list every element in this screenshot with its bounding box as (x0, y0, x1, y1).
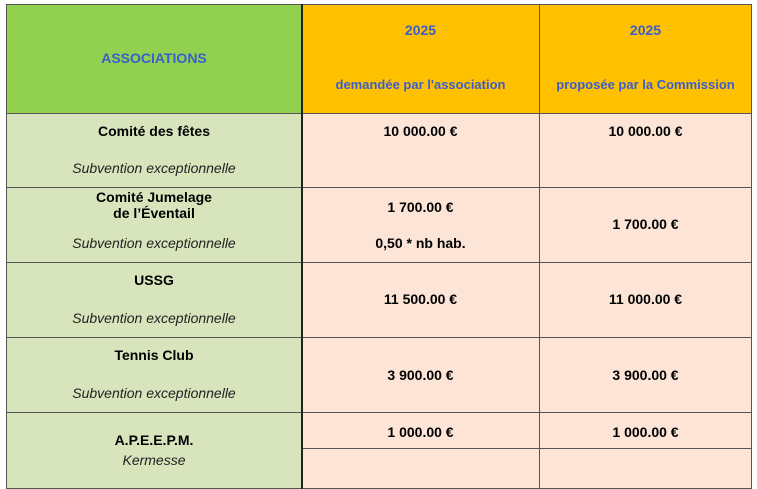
grid-line (6, 412, 752, 413)
requested-amount-cell (302, 113, 539, 187)
association-subtitle: Subvention exceptionnelle (72, 160, 236, 176)
table-row (6, 412, 302, 489)
requested-amount: 1 000.00 € (387, 424, 454, 440)
proposed-amount: 10 000.00 € (608, 123, 683, 139)
grid-line (6, 337, 752, 338)
requested-amount-cell (302, 412, 539, 489)
association-name-line2: de l’Éventail (113, 205, 195, 221)
association-subtitle: Subvention exceptionnelle (72, 310, 236, 326)
grid-line (751, 4, 752, 489)
requested-amount-cell (302, 337, 539, 412)
association-name: USSG (134, 272, 174, 288)
header-requested-label: demandée par l'association (335, 77, 506, 92)
association-subtitle: Subvention exceptionnelle (72, 235, 236, 251)
grid-line (539, 4, 540, 489)
association-subtitle: Subvention exceptionnelle (72, 385, 236, 401)
association-name-line1: Comité Jumelage (96, 189, 212, 205)
proposed-amount: 1 000.00 € (612, 424, 679, 440)
requested-amount-formula: 0,50 * nb hab. (375, 235, 466, 251)
proposed-amount: 1 700.00 € (612, 216, 679, 232)
grid-line (6, 113, 752, 114)
requested-amount: 1 700.00 € (387, 199, 454, 215)
grid-line (6, 187, 752, 188)
requested-amount-cell (302, 187, 539, 262)
grid-line-sub (302, 448, 752, 449)
grid-line (6, 4, 752, 5)
header-associations-label: ASSOCIATIONS (101, 50, 207, 66)
requested-amount: 3 900.00 € (387, 367, 454, 383)
header-proposed-cell (539, 4, 752, 113)
association-subtitle: Kermesse (122, 452, 186, 468)
association-name: A.P.E.E.P.M. (114, 432, 194, 448)
grid-line-divider (301, 4, 303, 489)
proposed-amount-cell (539, 262, 752, 337)
header-proposed-year: 2025 (629, 22, 662, 38)
header-proposed-label: proposée par la Commission (556, 77, 735, 92)
proposed-amount-cell (539, 113, 752, 187)
table-row (6, 187, 302, 262)
requested-amount: 11 500.00 € (383, 291, 458, 307)
proposed-amount: 11 000.00 € (608, 291, 683, 307)
proposed-amount-cell (539, 412, 752, 489)
header-associations-cell (6, 4, 302, 113)
grid-line (6, 262, 752, 263)
proposed-amount-cell (539, 187, 752, 262)
grid-line (6, 4, 7, 489)
association-name: Comité des fêtes (97, 123, 211, 139)
proposed-amount: 3 900.00 € (612, 367, 679, 383)
requested-amount-cell (302, 262, 539, 337)
header-requested-cell (302, 4, 539, 113)
table-row (6, 113, 302, 187)
association-name: Tennis Club (114, 347, 194, 363)
header-requested-year: 2025 (404, 22, 437, 38)
table-row (6, 337, 302, 412)
subsidy-table (6, 4, 752, 489)
table-row (6, 262, 302, 337)
requested-amount: 10 000.00 € (383, 123, 458, 139)
proposed-amount-cell (539, 337, 752, 412)
